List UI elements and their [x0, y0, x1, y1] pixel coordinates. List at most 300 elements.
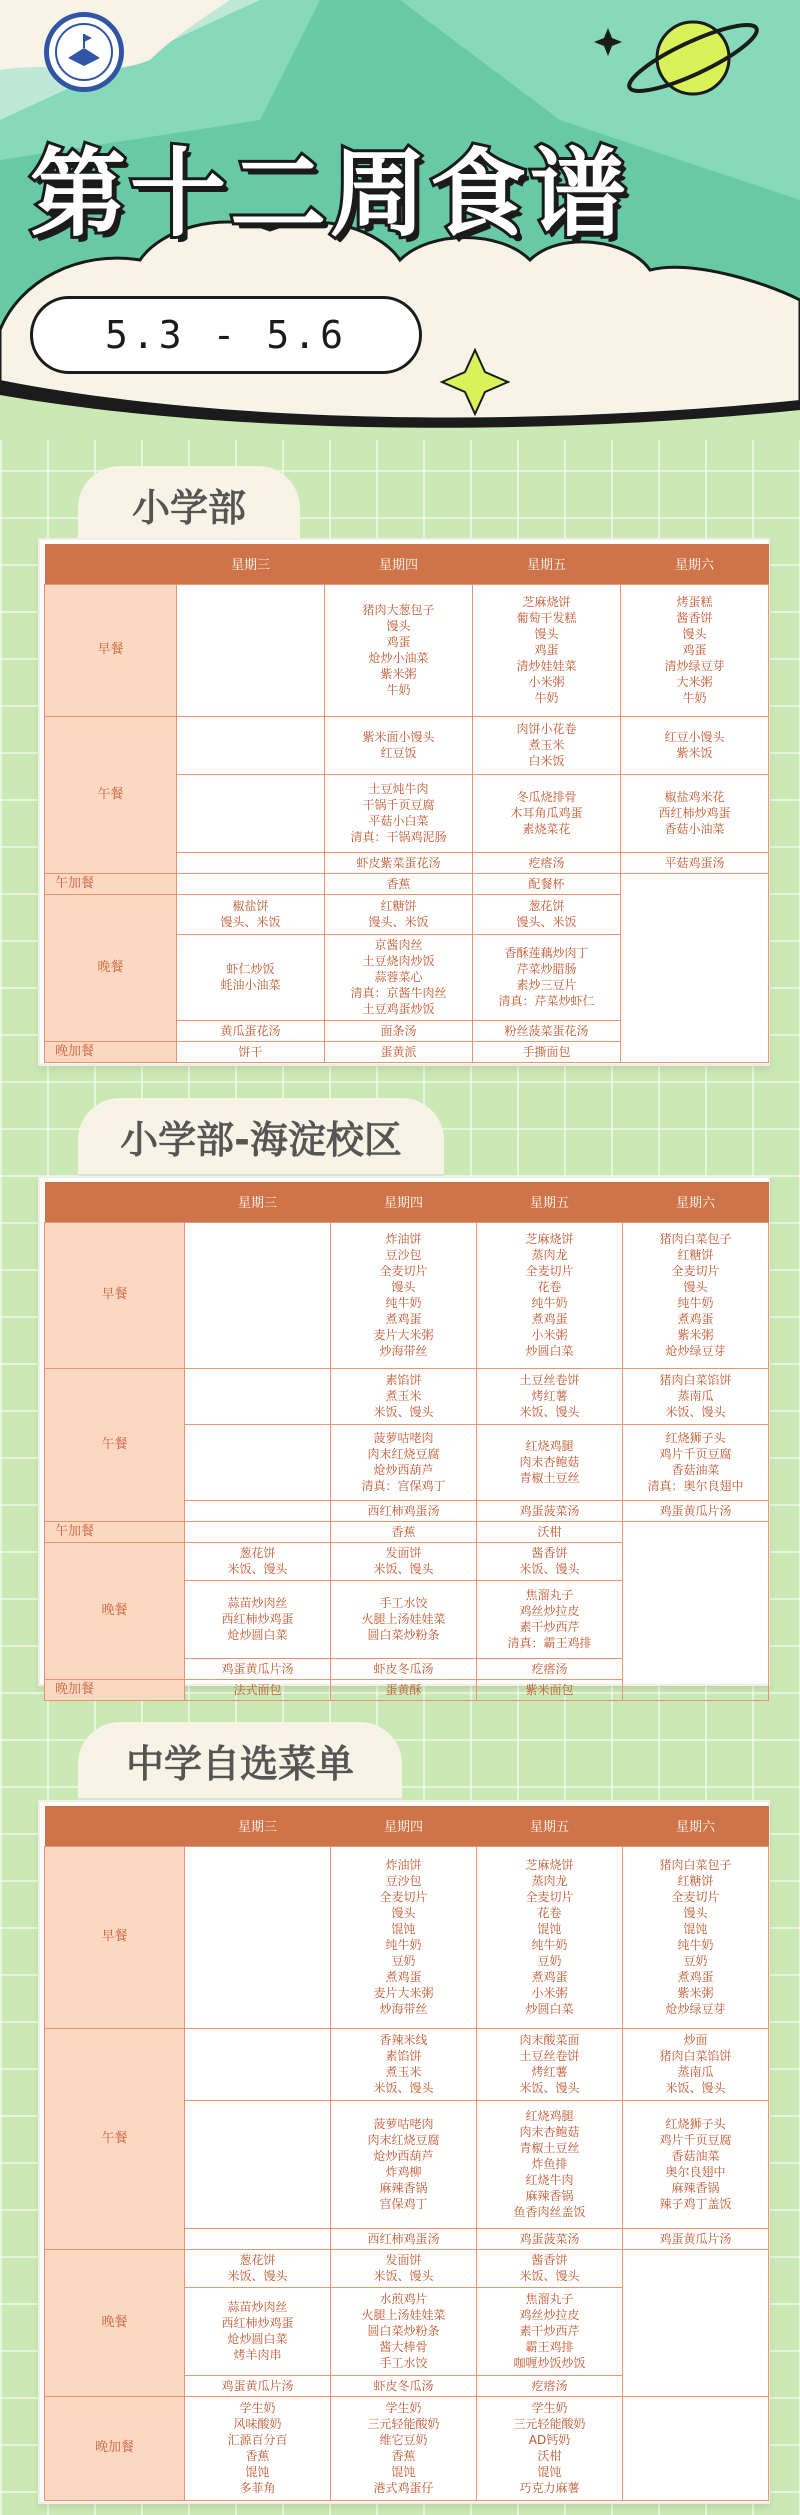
menu-item: 炝炒绿豆芽: [665, 1344, 726, 1358]
menu-cell: [623, 1424, 769, 1500]
day-header: 星期四: [331, 1182, 477, 1222]
soup-cell: 虾皮冬瓜汤: [331, 1658, 477, 1679]
snack-cell: 香蕉: [331, 1521, 477, 1542]
menu-cell: [331, 2249, 477, 2287]
menu-item: 烤红薯: [531, 2065, 568, 2079]
menu-cell: [623, 1222, 769, 1368]
soup-cell: 粉丝菠菜蛋花汤: [473, 1020, 621, 1041]
menu-cell: [477, 2100, 623, 2228]
menu-item: 素烧菜花: [522, 822, 571, 836]
menu-item: 麻辣香锅: [525, 2189, 574, 2203]
menu-item: 全麦切片: [379, 1890, 428, 1904]
menu-item: 手工水饺: [379, 1596, 428, 1610]
menu-item: 馒头: [683, 1906, 708, 1920]
menu-item: 芝麻烧饼: [525, 1232, 574, 1246]
day-header: 星期五: [477, 1182, 623, 1222]
menu-item: 炒圆白菜: [525, 1344, 574, 1358]
menu-item: 炒海带丝: [379, 1344, 428, 1358]
menu-item: 沃柑: [537, 2449, 562, 2463]
menu-item: 紫米粥: [677, 1328, 714, 1342]
soup-cell: 鸡蛋菠菜汤: [477, 2228, 623, 2249]
menu-item: 蒜苗炒肉丝: [227, 2300, 288, 2314]
menu-item: 葱花饼: [239, 1546, 276, 1560]
menu-cell: [477, 2028, 623, 2100]
menu-cell: [331, 2028, 477, 2100]
menu-item: 花卷: [537, 1280, 562, 1294]
menu-item: 牛奶: [534, 691, 559, 705]
menu-item: 红豆小馒头: [664, 730, 725, 744]
menu-item: 京酱肉丝: [374, 938, 423, 952]
menu-item: 西红柿炒鸡蛋: [221, 2316, 294, 2330]
snack-cell: 蛋黄酥: [331, 1679, 477, 1700]
menu-item: 红烧狮子头: [665, 1431, 726, 1445]
menu-item: 葡萄干发糕: [516, 611, 577, 625]
snack-cell: 配餐杯: [473, 873, 621, 894]
menu-item: 炒海带丝: [379, 2002, 428, 2016]
page-title: 第十二周食谱: [30, 138, 630, 250]
menu-item: 纯牛奶: [677, 1296, 714, 1310]
menu-item: 馄饨: [537, 2465, 562, 2479]
menu-item: 米饭、馒头: [373, 1562, 434, 1576]
menu-item: 土豆烧肉炒饭: [362, 954, 435, 968]
menu-item: 豆沙包: [385, 1248, 422, 1262]
menu-item: 炒面: [683, 2033, 708, 2047]
menu-item: 麦片大米粥: [373, 1328, 434, 1342]
menu-item: 肉末杏鲍菇: [519, 2125, 580, 2139]
menu-item: 宫保鸡丁: [379, 2197, 428, 2211]
menu-item: 牛奶: [682, 691, 707, 705]
day-header: 星期六: [623, 1806, 769, 1846]
menu-item: 霸王鸡排: [525, 2340, 574, 2354]
menu-item: 煮鸡蛋: [385, 1970, 422, 1984]
menu-item: 鸡片千页豆腐: [659, 2133, 732, 2147]
menu-item: 巧克力麻薯: [519, 2481, 580, 2495]
menu-item: 香菇油菜: [671, 1463, 720, 1477]
day-header: 星期四: [325, 544, 473, 584]
menu-item: 炒圆白菜: [525, 2002, 574, 2016]
menu-cell: [473, 774, 621, 852]
menu-item: 葱花饼: [239, 2253, 276, 2267]
menu-item: 米饭、馒头: [519, 1405, 580, 1419]
soup-cell: 疙瘩汤: [473, 852, 621, 873]
menu-cell: [331, 2100, 477, 2228]
day-header: 星期六: [623, 1182, 769, 1222]
menu-item: 猪肉大葱包子: [362, 603, 435, 617]
menu-cell: [623, 1846, 769, 2028]
date-range: 5.3 - 5.6: [30, 296, 422, 374]
menu-cell: [325, 716, 473, 774]
menu-cell: [177, 934, 325, 1020]
menu-item: 蒸肉龙: [531, 1248, 568, 1262]
menu-item: 红烧鸡腿: [525, 2109, 574, 2123]
menu-item: 小米粥: [528, 675, 565, 689]
menu-item: 炸鸡柳: [385, 2165, 422, 2179]
menu-item: 炸鱼排: [531, 2157, 568, 2171]
menu-item: 椒盐鸡米花: [664, 790, 725, 804]
soup-cell: [185, 2228, 331, 2249]
menu-cell: [331, 1580, 477, 1658]
menu-table-middle-school: [38, 1800, 770, 2504]
snack-cell: 沃柑: [477, 1521, 623, 1542]
menu-item: 全麦切片: [525, 1264, 574, 1278]
menu-cell: [621, 716, 769, 774]
menu-cell: [331, 1368, 477, 1424]
menu-item: 牛奶: [386, 683, 411, 697]
menu-item: 馒头、米饭: [368, 915, 429, 929]
menu-cell: [623, 1368, 769, 1424]
menu-item: 豆沙包: [385, 1874, 422, 1888]
menu-item: 米饭、馒头: [665, 2081, 726, 2095]
meal-label-lunch: 午餐: [45, 1368, 185, 1521]
meal-label-breakfast: 早餐: [45, 584, 177, 716]
menu-item: 炝炒西葫芦: [373, 1463, 434, 1477]
soup-cell: 虾皮冬瓜汤: [331, 2375, 477, 2396]
menu-item: 焦溜丸子: [525, 2292, 574, 2306]
menu-item: 学生奶: [385, 2401, 422, 2415]
meal-label-snack: 午加餐: [45, 1521, 185, 1542]
menu-cell: [477, 1222, 623, 1368]
menu-item: 小米粥: [531, 1986, 568, 2000]
menu-item: 麦片大米粥: [373, 1986, 434, 2000]
menu-item: 紫米粥: [677, 1986, 714, 2000]
menu-item: 花卷: [537, 1906, 562, 1920]
menu-item: 菠萝咕咾肉: [373, 1431, 434, 1445]
menu-item: 圆白菜炒粉条: [367, 2324, 440, 2338]
menu-cell: [185, 2028, 331, 2100]
menu-item: 水煎鸡片: [379, 2292, 428, 2306]
menu-item: 馒头: [683, 1280, 708, 1294]
menu-cell: [185, 2100, 331, 2228]
menu-cell: [623, 2028, 769, 2100]
menu-item: 三元轻能酸奶: [367, 2417, 440, 2431]
menu-item: 煮玉米: [385, 2065, 422, 2079]
menu-item: 全麦切片: [671, 1890, 720, 1904]
menu-item: 鸡蛋: [534, 643, 559, 657]
snack-cell: 蛋黄派: [325, 1041, 473, 1062]
menu-item: 咖喱炒饭炒饭: [513, 2356, 586, 2370]
menu-item: 奥尔良翅中: [665, 2165, 726, 2179]
menu-item: 鸡丝炒拉皮: [519, 1604, 580, 1618]
menu-item: AD钙奶: [528, 2433, 571, 2447]
menu-item: 辣子鸡丁盖饭: [659, 2197, 732, 2211]
menu-cell: [621, 584, 769, 716]
soup-cell: 鸡蛋黄瓜片汤: [623, 2228, 769, 2249]
menu-item: 芝麻烧饼: [525, 1858, 574, 1872]
menu-item: 麻辣香锅: [671, 2181, 720, 2195]
menu-item: 香菇油菜: [671, 2149, 720, 2163]
menu-item: 鸡蛋: [386, 635, 411, 649]
menu-item: 炝炒西葫芦: [373, 2149, 434, 2163]
menu-item: 米饭、馒头: [227, 2269, 288, 2283]
meal-label-breakfast: 早餐: [45, 1222, 185, 1368]
menu-item: 干锅千页豆腐: [362, 798, 435, 812]
menu-item: 冬瓜烧排骨: [516, 790, 577, 804]
menu-cell: [477, 2287, 623, 2375]
menu-cell: [177, 584, 325, 716]
day-header: 星期三: [177, 544, 325, 584]
menu-cell: [331, 2287, 477, 2375]
menu-item: 香蕉: [391, 2449, 416, 2463]
menu-item: 煮鸡蛋: [677, 1312, 714, 1326]
menu-item: 馒头、米饭: [220, 915, 281, 929]
menu-cell: [185, 1580, 331, 1658]
menu-item: 炝炒圆白菜: [227, 2332, 288, 2346]
day-header: 星期五: [473, 544, 621, 584]
soup-cell: 疙瘩汤: [477, 2375, 623, 2396]
menu-item: 米饭、馒头: [373, 2081, 434, 2095]
menu-item: 小米粥: [531, 1328, 568, 1342]
menu-item: 酱香饼: [676, 611, 713, 625]
menu-item: 猪肉白菜包子: [659, 1858, 732, 1872]
menu-cell: [185, 1222, 331, 1368]
menu-item: 鱼香肉丝盖饭: [513, 2205, 586, 2219]
menu-item: 肉末红烧豆腐: [367, 1447, 440, 1461]
menu-cell: [325, 934, 473, 1020]
menu-item: 馄饨: [245, 2465, 270, 2479]
menu-item: 煮鸡蛋: [531, 1312, 568, 1326]
menu-item: 菠萝咕咾肉: [373, 2117, 434, 2131]
corner-header: [45, 1806, 185, 1846]
empty-cell: [623, 2249, 769, 2396]
menu-item: 炸油饼: [385, 1232, 422, 1246]
menu-item: 豆奶: [391, 1954, 416, 1968]
menu-cell: [331, 1222, 477, 1368]
menu-cell: [473, 934, 621, 1020]
menu-item: 圆白菜炒粉条: [367, 1628, 440, 1642]
snack-cell: [185, 1521, 331, 1542]
menu-cell: [477, 1846, 623, 2028]
day-header: 星期六: [621, 544, 769, 584]
meal-label-lunch: 午餐: [45, 716, 177, 873]
menu-item: 紫米粥: [380, 667, 417, 681]
menu-item: 清炒娃娃菜: [516, 659, 577, 673]
menu-cell: [185, 1368, 331, 1424]
menu-item: 豆奶: [537, 1954, 562, 1968]
menu-cell: [623, 2100, 769, 2228]
menu-cell: [477, 2249, 623, 2287]
menu-cell: [325, 894, 473, 934]
menu-item: 清真：宫保鸡丁: [361, 1479, 446, 1493]
menu-cell: [331, 1846, 477, 2028]
menu-item: 馄饨: [683, 1922, 708, 1936]
menu-item: 发面饼: [385, 2253, 422, 2267]
menu-item: 酱香饼: [531, 1546, 568, 1560]
menu-item: 素馅饼: [385, 2049, 422, 2063]
menu-cell: [185, 2396, 331, 2500]
day-header: 星期三: [185, 1806, 331, 1846]
soup-cell: 西红柿鸡蛋汤: [331, 2228, 477, 2249]
meal-label-dinner: 晚餐: [45, 2249, 185, 2396]
menu-table-haidian: [38, 1176, 770, 1697]
menu-item: 蒜苗炒肉丝: [227, 1596, 288, 1610]
menu-item: 香辣米线: [379, 2033, 428, 2047]
soup-cell: [177, 852, 325, 873]
menu-item: 手工水饺: [379, 2356, 428, 2370]
menu-item: 学生奶: [531, 2401, 568, 2415]
menu-item: 大米粥: [676, 675, 713, 689]
menu-cell: [473, 716, 621, 774]
menu-item: 港式鸡蛋仔: [373, 2481, 434, 2495]
menu-item: 烤红薯: [531, 1389, 568, 1403]
menu-item: 猪肉白菜馅饼: [659, 2049, 732, 2063]
day-header: 星期三: [185, 1182, 331, 1222]
menu-item: 土豆鸡蛋炒饭: [362, 1002, 435, 1016]
menu-item: 西红柿炒鸡蛋: [221, 1612, 294, 1626]
menu-item: 酱大棒骨: [379, 2340, 428, 2354]
menu-item: 馄饨: [391, 2465, 416, 2479]
menu-item: 烤蛋糕: [676, 595, 713, 609]
menu-item: 素干炒西芹: [519, 2324, 580, 2338]
menu-item: 香酥莲藕炒肉丁: [504, 946, 589, 960]
menu-item: 紫米面小馒头: [362, 730, 435, 744]
menu-cell: [185, 2287, 331, 2375]
menu-item: 清炒绿豆芽: [664, 659, 725, 673]
menu-cell: [477, 1424, 623, 1500]
menu-item: 米饭、馒头: [665, 1405, 726, 1419]
menu-cell: [325, 584, 473, 716]
menu-item: 素馅饼: [385, 1373, 422, 1387]
menu-item: 素干炒西芹: [519, 1620, 580, 1634]
menu-item: 鸡丝炒拉皮: [519, 2308, 580, 2322]
menu-item: 肉末酸菜面: [519, 2033, 580, 2047]
meal-label-evening: 晚加餐: [45, 2396, 185, 2500]
menu-item: 清真：霸王鸡排: [507, 1636, 592, 1650]
menu-item: 蒜蓉菜心: [374, 970, 423, 984]
day-header: 星期五: [477, 1806, 623, 1846]
menu-item: 麻辣香锅: [379, 2181, 428, 2195]
menu-item: 西红柿炒鸡蛋: [658, 806, 731, 820]
meal-label-snack: 午加餐: [45, 873, 177, 894]
menu-item: 清真：干锅鸡泥肠: [350, 830, 447, 844]
menu-item: 土豆炖牛肉: [368, 782, 429, 796]
meal-label-breakfast: 早餐: [45, 1846, 185, 2028]
menu-item: 炝炒绿豆芽: [665, 2002, 726, 2016]
soup-cell: 面条汤: [325, 1020, 473, 1041]
menu-cell: [331, 1424, 477, 1500]
menu-item: 清真：芹菜炒虾仁: [498, 994, 595, 1008]
menu-item: 三元轻能酸奶: [513, 2417, 586, 2431]
menu-cell: [185, 1542, 331, 1580]
menu-item: 红糖饼: [380, 899, 417, 913]
menu-item: 火腿上汤娃娃菜: [361, 1612, 446, 1626]
menu-item: 纯牛奶: [531, 1296, 568, 1310]
menu-item: 平菇小白菜: [368, 814, 429, 828]
menu-item: 焦溜丸子: [525, 1588, 574, 1602]
menu-item: 芹菜炒腊肠: [516, 962, 577, 976]
meal-label-dinner: 晚餐: [45, 1542, 185, 1679]
menu-item: 猪肉白菜馅饼: [659, 1373, 732, 1387]
menu-item: 肉饼小花卷: [516, 722, 577, 736]
snack-cell: 手撕面包: [473, 1041, 621, 1062]
menu-item: 猪肉白菜包子: [659, 1232, 732, 1246]
menu-item: 青椒土豆丝: [519, 2141, 580, 2155]
menu-item: 煮玉米: [385, 1389, 422, 1403]
school-logo: [44, 12, 124, 92]
menu-cell: [325, 774, 473, 852]
menu-cell: [331, 1542, 477, 1580]
menu-item: 纯牛奶: [677, 1938, 714, 1952]
menu-item: 学生奶: [239, 2401, 276, 2415]
menu-item: 蒸南瓜: [677, 2065, 714, 2079]
menu-item: 馒头: [534, 627, 559, 641]
menu-item: 发面饼: [385, 1546, 422, 1560]
header-banner: [0, 0, 800, 440]
menu-item: 清真：京酱牛肉丝: [350, 986, 447, 1000]
menu-item: 馒头、米饭: [516, 915, 577, 929]
soup-cell: 黄瓜蛋花汤: [177, 1020, 325, 1041]
menu-item: 纯牛奶: [531, 1938, 568, 1952]
soup-cell: 虾皮紫菜蛋花汤: [325, 852, 473, 873]
menu-cell: [185, 1424, 331, 1500]
menu-item: 蒸南瓜: [677, 1389, 714, 1403]
menu-item: 红烧狮子头: [665, 2117, 726, 2131]
menu-cell: [185, 2249, 331, 2287]
corner-header: [45, 544, 177, 584]
menu-item: 米饭、馒头: [227, 1562, 288, 1576]
menu-item: 米饭、馒头: [519, 2269, 580, 2283]
menu-cell: [477, 1368, 623, 1424]
menu-item: 香菇小油菜: [664, 822, 725, 836]
menu-item: 煮鸡蛋: [531, 1970, 568, 1984]
menu-item: 蚝油小油菜: [220, 978, 281, 992]
school-logo-emblem-icon: [54, 22, 114, 82]
menu-item: 煮鸡蛋: [385, 1312, 422, 1326]
menu-cell: [177, 894, 325, 934]
menu-item: 红豆饭: [380, 746, 417, 760]
empty-cell: [623, 2396, 769, 2500]
menu-item: 火腿上汤娃娃菜: [361, 2308, 446, 2322]
menu-item: 汇源百分百: [227, 2433, 288, 2447]
menu-item: 炝炒小油菜: [368, 651, 429, 665]
menu-item: 纯牛奶: [385, 1938, 422, 1952]
soup-cell: 鸡蛋黄瓜片汤: [185, 2375, 331, 2396]
meal-label-evening: 晚加餐: [45, 1679, 185, 1700]
menu-cell: [331, 2396, 477, 2500]
menu-item: 米饭、馒头: [519, 1562, 580, 1576]
menu-cell: [473, 584, 621, 716]
menu-item: 肉末杏鲍菇: [519, 1455, 580, 1469]
menu-item: 馄饨: [537, 1922, 562, 1936]
menu-item: 豆奶: [683, 1954, 708, 1968]
menu-table-primary: [38, 538, 770, 1066]
menu-item: 白米饭: [528, 754, 565, 768]
menu-cell: [621, 774, 769, 852]
soup-cell: 鸡蛋黄瓜片汤: [623, 1500, 769, 1521]
menu-item: 肉末红烧豆腐: [367, 2133, 440, 2147]
menu-item: 素炒三豆片: [516, 978, 577, 992]
menu-item: 青椒土豆丝: [519, 1471, 580, 1485]
soup-cell: [185, 1500, 331, 1521]
snack-cell: 饼干: [177, 1041, 325, 1062]
menu-item: 馒头: [682, 627, 707, 641]
menu-item: 芝麻烧饼: [522, 595, 571, 609]
menu-item: 香蕉: [245, 2449, 270, 2463]
soup-cell: 鸡蛋菠菜汤: [477, 1500, 623, 1521]
snack-cell: 香蕉: [325, 873, 473, 894]
menu-item: 煮玉米: [528, 738, 565, 752]
menu-item: 馒头: [391, 1280, 416, 1294]
empty-cell: [623, 1521, 769, 1700]
menu-item: 风味酸奶: [233, 2417, 282, 2431]
menu-item: 红糖饼: [677, 1874, 714, 1888]
menu-cell: [477, 1580, 623, 1658]
menu-item: 馄饨: [391, 1922, 416, 1936]
menu-item: 木耳角瓜鸡蛋: [510, 806, 583, 820]
menu-item: 维它豆奶: [379, 2433, 428, 2447]
menu-item: 葱花饼: [528, 899, 565, 913]
menu-cell: [177, 716, 325, 774]
section-tab-haidian: 小学部-海淀校区: [78, 1098, 444, 1180]
